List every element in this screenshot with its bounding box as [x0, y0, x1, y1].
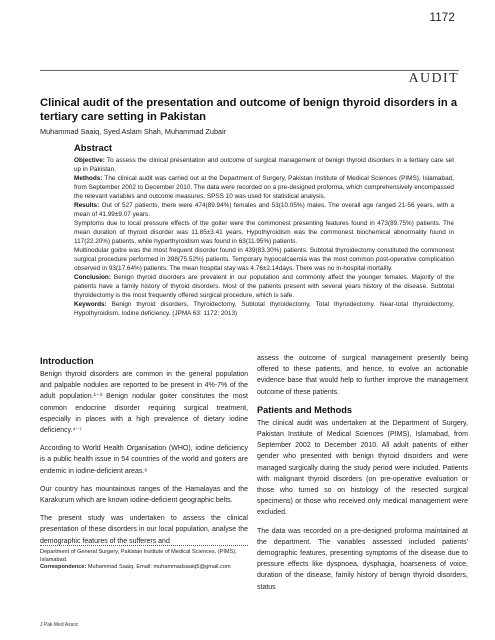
abstract-heading: Abstract	[74, 142, 113, 153]
methods-paragraph-1: The clinical audit was undertaken at the Department of Surgery, Pakistan Institute of Medical Sciences (PIMS), Islamabad, from September 2002 to December 2010. All adult patients of either gender who presented with benign thyroid disorders and were managed surgically during the study period were included. Patients with malignant thyroid disorders (on pre-operative evaluation or those who turned so on histology of the resected surgical specimens) or those who received only medical management were excluded.	[257, 419, 468, 517]
introduction-continuation: assess the outcome of surgical management presently being offered to these patients, and hence, to evolve an actionable evidence base that would help to further improve the management outcome of these patients.	[257, 355, 468, 396]
abstract-section	[74, 142, 454, 318]
footnote-divider	[40, 545, 248, 546]
journal-section-label: AUDIT	[408, 71, 459, 86]
affiliation: Department of General Surgery, Pakistan Institute of Medical Sciences, (PIMS), Islamabad.	[40, 549, 237, 563]
abstract-results-cont-2: Multinodular goitre was the most frequent disorder found in 439(83.30%) patients. Subtotal thyroidectomy constituted the commonest surgical procedure performed in 398(75.52%) patients. Temporary hypocalcaemia was the most common post-operative complication observed in 93(17.64%) patients. The mean hospital stay was 4.76±2.14days. There was no in-hospital mortality.	[74, 247, 454, 272]
abstract-conclusion: Conclusion: Benign thyroid disorders are prevalent in our population and commonly affect the younger females. Majority of the patients have a family history of thyroid disorders. Most of the patients present with several years history of the disease. Subtotal thyroidectomy is the most frequently offered surgical procedure, which is safe.	[74, 274, 454, 299]
introduction-paragraph-1: Benign thyroid disorders are common in the general population and palpable nodules are reported to be present in 4%-7% of the adult population.¹⁻³ Benign nodular goiter constitutes the most common endocrine disorder requiring surgical treatment, especially in places with a high prevalence of dietary iodine deficiency.⁴⁻⁷	[40, 371, 248, 435]
correspondence: Correspondence: Muhammad Saaiq. Email: muhammadsaaiq5@gmail.com	[40, 564, 231, 570]
introduction-paragraph-4: The present study was undertaken to assess the clinical presentation of these disorders in our local population, analyse the demographic features of the sufferers and	[40, 515, 248, 545]
abstract-objective: Objective: To assess the clinical presentation and outcome of surgical management of benign thyroid disorders in a tertiary care set up in Pakistan.	[74, 157, 454, 173]
abstract-results: Results: Out of 527 patients, there were 474(89.94%) females and 53(10.05%) males. The overall age ranged 21-56 years, with a mean of 41.99±9.07 years.	[74, 202, 454, 218]
footnote	[40, 549, 250, 572]
article-title: Clinical audit of the presentation and outcome of benign thyroid disorders in a tertiary care setting in Pakistan	[40, 97, 458, 123]
abstract-results-cont: Symptoms due to local pressure effects of the goiter were the commonest presenting features found in 473(89.75%) patients. The mean duration of thyroid disorder was 11.85±3.41 years. Hypothyroidism was the commonest biochemical abnormality found in 117(22.20%) patients, while hyperthyroidism was found in 63(11.95%) patients.	[74, 220, 454, 245]
journal-footer: J Pak Med Assoc	[40, 622, 79, 628]
page-number: 1172	[429, 12, 455, 24]
author-list: Muhammad Saaiq, Syed Aslam Shah, Muhammad Zubair	[40, 127, 227, 136]
header-rule	[40, 70, 459, 71]
methods-paragraph-2: The data was recorded on a pre-designed proforma maintained at the department. The variables assessed included patients' demographic features, presenting symptoms of the disease due to pressure effects like dyspnoea, dysphagia, hoarseness of voice, duration of the disease, family history of benign thyroid disorders, status	[257, 527, 468, 591]
patients-methods-heading: Patients and Methods	[257, 404, 352, 415]
abstract-methods: Methods: The clinical audit was carried out at the Department of Surgery, Pakistan Institute of Medical Sciences (PIMS), Islamabad, from September 2002 to December 2010. The data were recorded on a pre-designed proforma, which comprehensively encompassed the relevant variables and outcome measures. SPSS 10 was used for statistical analysis.	[74, 175, 454, 200]
introduction-heading: Introduction	[40, 356, 94, 366]
left-column	[40, 356, 248, 554]
introduction-paragraph-2: According to World Health Organisation (WHO), iodine deficiency is a public health issue in 54 countries of the world and goiters are endemic in iodine-deficient areas.⁸	[40, 445, 248, 475]
abstract-keywords: Keywords: Benign thyroid disorders, Thyroidectomy, Subtotal thyroidectomy, Total thyroidectomy. Near-total thyroidectomy, Hypothyroidism, Iodine deficiency. (JPMA 63: 1172; 2013)	[74, 301, 455, 317]
right-column	[257, 353, 468, 600]
introduction-paragraph-3: Our country has mountainous ranges of the Hamalayas and the Karakurum which are known iodine-deficient geographic belts.	[40, 485, 248, 505]
